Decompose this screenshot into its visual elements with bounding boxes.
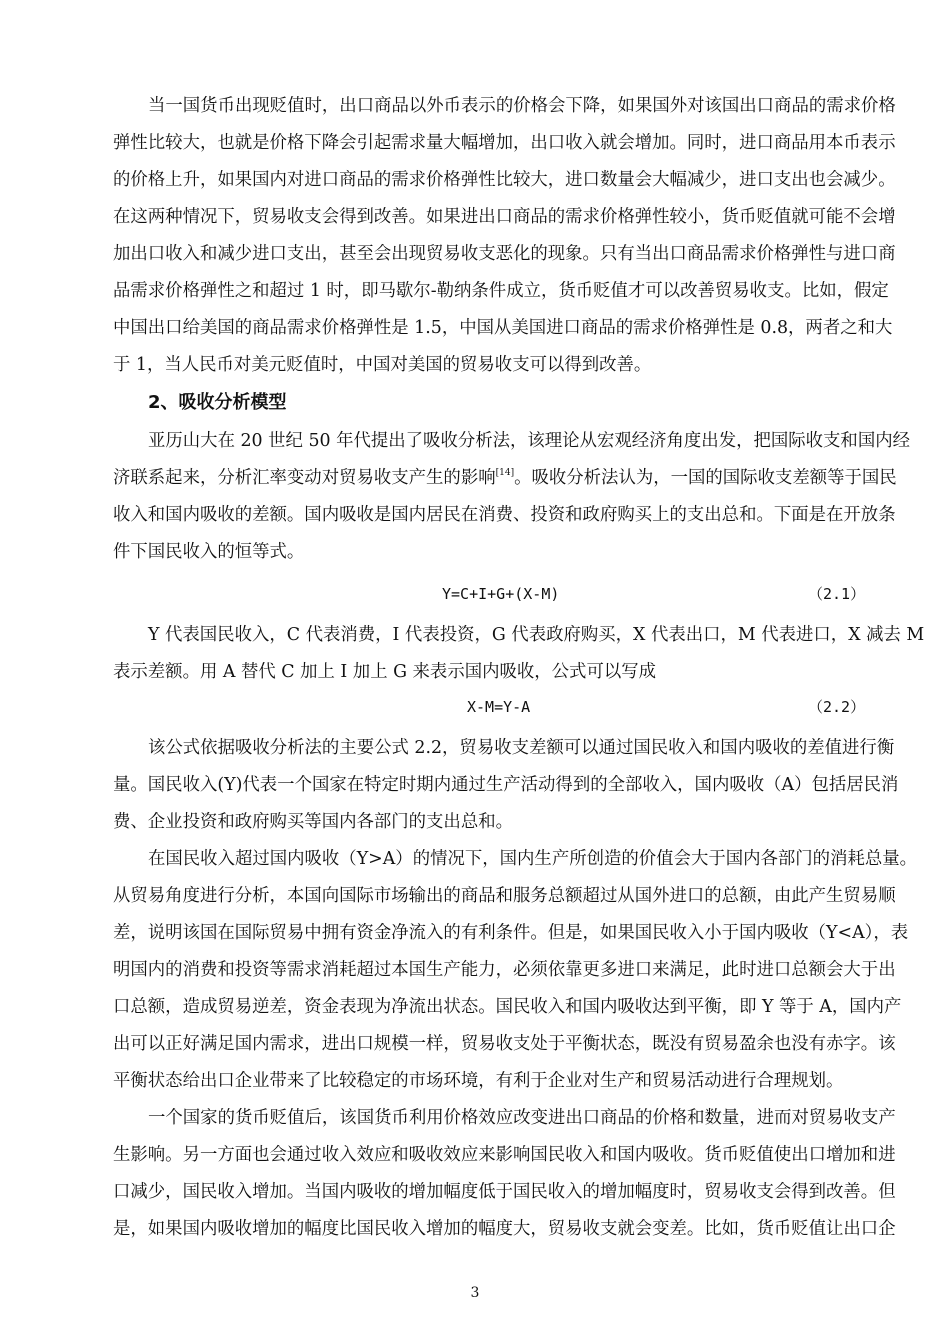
- paragraph-line: 中国出口给美国的商品需求价格弹性是 1.5，中国从美国进口商品的需求价格弹性是 0.8，两者之和大: [113, 318, 893, 338]
- equation-number: （2.1）: [808, 585, 866, 603]
- paragraph-line: 该公式依据吸收分析法的主要公式 2.2，贸易收支差额可以通过国民收入和国内吸收的差值进行衡: [148, 738, 895, 758]
- paragraph-line: 生影响。另一方面也会通过收入效应和吸收效应来影响国民收入和国内吸收。货币贬值使出口增加和进: [113, 1145, 896, 1165]
- paragraph-line: 在国民收入超过国内吸收（Y>A）的情况下，国内生产所创造的价值会大于国内各部门的消耗总量。: [148, 849, 918, 869]
- paragraph-line: 表示差额。用 A 替代 C 加上 I 加上 G 来表示国内吸收，公式可以写成: [113, 662, 657, 682]
- paragraph-line: 一个国家的货币贬值后，该国货币利用价格效应改变进出口商品的价格和数量，进而对贸易收支产: [148, 1108, 896, 1128]
- paragraph-line: 从贸易角度进行分析，本国向国际市场输出的商品和服务总额超过从国外进口的总额，由此产生贸易顺: [113, 886, 896, 906]
- paragraph-line: 在这两种情况下，贸易收支会得到改善。如果进出口商品的需求价格弹性较小，货币贬值就可能不会增: [113, 207, 896, 227]
- text-segment: 济联系起来，分析汇率变动对贸易收支产生的影响: [113, 468, 496, 488]
- paragraph-line: 的价格上升，如果国内对进口商品的需求价格弹性比较大，进口数量会大幅减少，进口支出也会减少。: [113, 170, 896, 190]
- citation-ref: [14]: [495, 468, 515, 478]
- paragraph-line: Y 代表国民收入，C 代表消费，I 代表投资，G 代表政府购买，X 代表出口，M 代表进口，X 减去 M: [148, 625, 925, 645]
- paragraph-line: 平衡状态给出口企业带来了比较稳定的市场环境，有利于企业对生产和贸易活动进行合理规划。: [113, 1071, 844, 1091]
- paragraph-line-with-citation: [113, 466, 897, 490]
- page-number: 3: [470, 1285, 480, 1301]
- formula: Y=C+I+G+(X-M): [442, 585, 560, 603]
- paragraph-line: 口总额，造成贸易逆差，资金表现为净流出状态。国民收入和国内吸收达到平衡，即 Y 等于 A，国内产: [113, 997, 902, 1017]
- paragraph-line: 量。国民收入(Y)代表一个国家在特定时期内通过生产活动得到的全部收入，国内吸收（A）包括居民消: [113, 775, 899, 795]
- text-segment: 。吸收分析法认为，一国的国际收支差额等于国民: [514, 468, 897, 488]
- section-heading: 2、吸收分析模型: [148, 392, 287, 413]
- paragraph-line: 品需求价格弹性之和超过 1 时，即马歇尔-勒纳条件成立，货币贬值才可以改善贸易收支。比如，假定: [113, 281, 889, 301]
- paragraph-line: 明国内的消费和投资等需求消耗超过本国生产能力，必须依靠更多进口来满足，此时进口总额会大于出: [113, 960, 896, 980]
- equation-number: （2.2）: [808, 698, 866, 716]
- paragraph-line: 收入和国内吸收的差额。国内吸收是国内居民在消费、投资和政府购买上的支出总和。下面是在开放条: [113, 505, 896, 525]
- paragraph-line: 出可以正好满足国内需求，进出口规模一样，贸易收支处于平衡状态，既没有贸易盈余也没有赤字。该: [113, 1034, 896, 1054]
- paragraph-line: 于 1，当人民币对美元贬值时，中国对美国的贸易收支可以得到改善。: [113, 355, 652, 375]
- paragraph-line: 口减少，国民收入增加。当国内吸收的增加幅度低于国民收入的增加幅度时，贸易收支会得到改善。但: [113, 1182, 896, 1202]
- paragraph-line: 件下国民收入的恒等式。: [113, 542, 305, 562]
- paragraph-line: 费、企业投资和政府购买等国内各部门的支出总和。: [113, 812, 513, 832]
- paragraph-line: 是，如果国内吸收增加的幅度比国民收入增加的幅度大，贸易收支就会变差。比如，货币贬值让出口企: [113, 1219, 896, 1239]
- paragraph-line: 当一国货币出现贬值时，出口商品以外币表示的价格会下降，如果国外对该国出口商品的需求价格: [148, 96, 896, 116]
- paragraph-line: 加出口收入和减少进口支出，甚至会出现贸易收支恶化的现象。只有当出口商品需求价格弹性与进口商: [113, 244, 896, 264]
- paragraph-line: 亚历山大在 20 世纪 50 年代提出了吸收分析法，该理论从宏观经济角度出发，把国际收支和国内经: [148, 431, 910, 451]
- paragraph-line: 差，说明该国在国际贸易中拥有资金净流入的有利条件。但是，如果国民收入小于国内吸收（Y<A），表: [113, 923, 909, 943]
- formula: X-M=Y-A: [467, 698, 531, 716]
- paragraph-line: 弹性比较大，也就是价格下降会引起需求量大幅增加，出口收入就会增加。同时，进口商品用本币表示: [113, 133, 896, 153]
